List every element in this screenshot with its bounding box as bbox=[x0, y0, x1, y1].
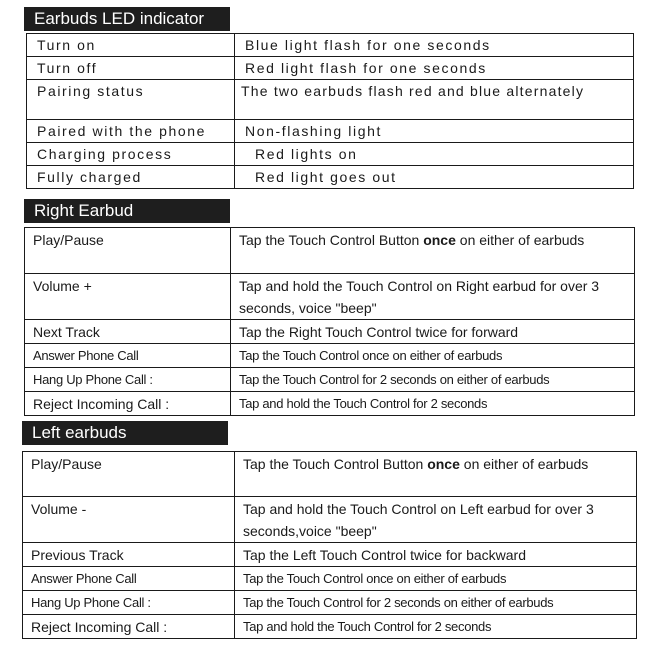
row-label: Play/Pause bbox=[23, 452, 235, 497]
desc-emphasis: once bbox=[423, 232, 456, 248]
row-label: Reject Incoming Call : bbox=[25, 392, 231, 416]
row-description: Tap and hold the Touch Control on Left earbud for over 3 seconds,voice "beep" bbox=[235, 497, 637, 543]
right-earbud-table bbox=[24, 227, 635, 416]
table-row bbox=[27, 80, 634, 120]
row-description: Tap the Left Touch Control twice for backward bbox=[235, 543, 637, 567]
row-description: Blue light flash for one seconds bbox=[235, 34, 634, 57]
table-row bbox=[27, 57, 634, 80]
table-row bbox=[25, 274, 635, 320]
table-row bbox=[25, 320, 635, 344]
row-label: Next Track bbox=[25, 320, 231, 344]
row-label: Fully charged bbox=[27, 166, 235, 189]
row-description: Red light goes out bbox=[235, 166, 634, 189]
table-row bbox=[27, 120, 634, 143]
row-label: Answer Phone Call bbox=[25, 344, 231, 368]
table-row bbox=[27, 166, 634, 189]
row-description: Tap the Touch Control once on either of earbuds bbox=[235, 567, 637, 591]
row-description: Red lights on bbox=[235, 143, 634, 166]
row-label: Volume + bbox=[25, 274, 231, 320]
right-earbud-section-title: Right Earbud bbox=[24, 199, 230, 223]
row-description: Tap the Touch Control for 2 seconds on either of earbuds bbox=[231, 368, 635, 392]
desc-text: on either of earbuds bbox=[459, 456, 589, 472]
row-description bbox=[231, 228, 635, 274]
desc-text: on either of earbuds bbox=[455, 232, 585, 248]
table-row bbox=[23, 591, 637, 615]
row-description: The two earbuds flash red and blue alternately bbox=[235, 80, 634, 120]
row-label: Hang Up Phone Call : bbox=[25, 368, 231, 392]
row-label: Turn off bbox=[27, 57, 235, 80]
table-row bbox=[27, 143, 634, 166]
table-row bbox=[23, 615, 637, 639]
table-row bbox=[23, 543, 637, 567]
row-label: Previous Track bbox=[23, 543, 235, 567]
table-row bbox=[23, 497, 637, 543]
row-description: Tap and hold the Touch Control for 2 seconds bbox=[231, 392, 635, 416]
table-row bbox=[25, 344, 635, 368]
table-row bbox=[23, 452, 637, 497]
row-description: Tap the Touch Control for 2 seconds on either of earbuds bbox=[235, 591, 637, 615]
row-label: Reject Incoming Call : bbox=[23, 615, 235, 639]
desc-text: Tap the Touch Control Button bbox=[243, 456, 428, 472]
desc-emphasis: once bbox=[427, 456, 460, 472]
row-label: Play/Pause bbox=[25, 228, 231, 274]
row-label: Turn on bbox=[27, 34, 235, 57]
row-label: Hang Up Phone Call : bbox=[23, 591, 235, 615]
row-label: Answer Phone Call bbox=[23, 567, 235, 591]
table-row bbox=[25, 228, 635, 274]
table-row bbox=[25, 368, 635, 392]
desc-text: Tap the Touch Control Button bbox=[239, 232, 424, 248]
row-description: Tap the Right Touch Control twice for forward bbox=[231, 320, 635, 344]
row-description: Tap and hold the Touch Control for 2 seconds bbox=[235, 615, 637, 639]
row-description: Tap the Touch Control once on either of earbuds bbox=[231, 344, 635, 368]
table-row bbox=[25, 392, 635, 416]
row-description: Tap and hold the Touch Control on Right earbud for over 3 seconds, voice "beep" bbox=[231, 274, 635, 320]
row-label: Paired with the phone bbox=[27, 120, 235, 143]
row-description bbox=[235, 452, 637, 497]
left-earbuds-section-title: Left earbuds bbox=[22, 421, 228, 445]
row-label: Volume - bbox=[23, 497, 235, 543]
table-row bbox=[27, 34, 634, 57]
left-earbuds-table bbox=[22, 451, 637, 639]
row-description: Red light flash for one seconds bbox=[235, 57, 634, 80]
led-indicator-table bbox=[26, 33, 634, 189]
led-section-title: Earbuds LED indicator bbox=[24, 7, 230, 31]
row-description: Non-flashing light bbox=[235, 120, 634, 143]
table-row bbox=[23, 567, 637, 591]
row-label: Pairing status bbox=[27, 80, 235, 120]
row-label: Charging process bbox=[27, 143, 235, 166]
